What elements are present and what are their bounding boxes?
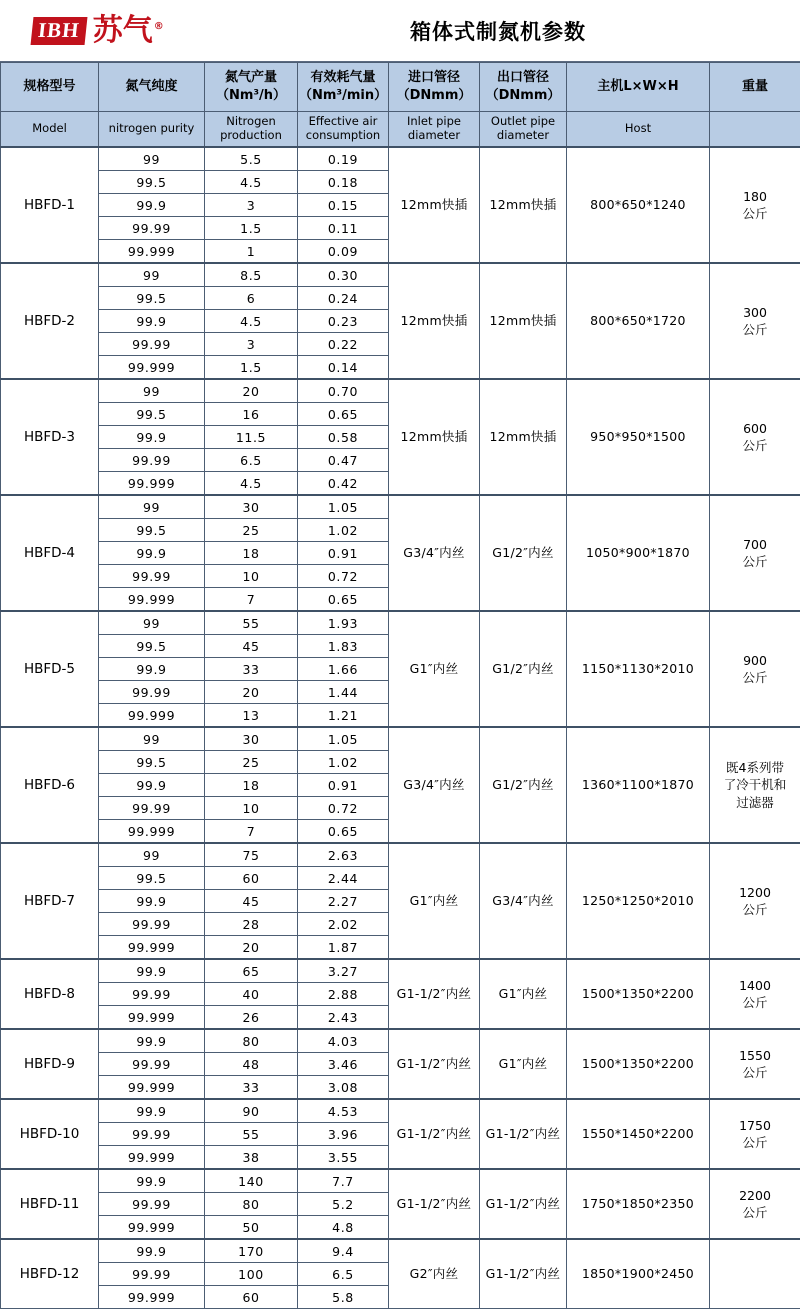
cell-air-consumption: 1.93	[298, 611, 389, 635]
cell-purity: 99.999	[99, 240, 205, 264]
th-production-cn: 氮气产量 （Nm³/h）	[205, 63, 298, 112]
cell-inlet-diameter: G1″内丝	[389, 843, 480, 959]
weight-line: 公斤	[742, 995, 767, 1010]
th-host-en: Host	[567, 112, 710, 148]
cell-weight	[710, 379, 800, 495]
cell-production: 33	[205, 1076, 298, 1100]
cell-air-consumption: 1.05	[298, 727, 389, 751]
cell-purity: 99.99	[99, 1263, 205, 1286]
weight-line: 既4系列带	[726, 760, 784, 775]
cell-purity: 99	[99, 263, 205, 287]
table-row	[1, 495, 800, 519]
cell-air-consumption: 0.58	[298, 426, 389, 449]
cell-purity: 99.999	[99, 820, 205, 844]
th-outlet-en: Outlet pipe diameter	[480, 112, 567, 148]
specification-table	[0, 62, 800, 1309]
weight-line: 900	[743, 653, 767, 668]
table-row	[1, 959, 800, 983]
cell-air-consumption: 0.47	[298, 449, 389, 472]
cell-production: 18	[205, 542, 298, 565]
cell-purity: 99	[99, 147, 205, 171]
cell-purity: 99.9	[99, 1169, 205, 1193]
cell-air-consumption: 3.46	[298, 1053, 389, 1076]
table-row	[1, 727, 800, 751]
cell-purity: 99.5	[99, 287, 205, 310]
cell-purity: 99.9	[99, 890, 205, 913]
weight-line: 公斤	[742, 1065, 767, 1080]
cell-purity: 99.999	[99, 936, 205, 960]
cell-air-consumption: 1.21	[298, 704, 389, 728]
cell-purity: 99.9	[99, 658, 205, 681]
cell-air-consumption: 1.05	[298, 495, 389, 519]
header-row-en	[1, 112, 800, 148]
cell-model: HBFD-9	[1, 1029, 99, 1099]
cell-model: HBFD-2	[1, 263, 99, 379]
table-row	[1, 843, 800, 867]
cell-model: HBFD-12	[1, 1239, 99, 1309]
weight-line: 了冷干机和	[724, 777, 787, 792]
cell-production: 6	[205, 287, 298, 310]
th-weight-cn: 重量	[710, 63, 800, 112]
cell-purity: 99.999	[99, 1286, 205, 1309]
cell-model: HBFD-7	[1, 843, 99, 959]
cell-inlet-diameter: 12mm快插	[389, 263, 480, 379]
cell-purity: 99.99	[99, 797, 205, 820]
cell-host-dimensions: 1050*900*1870	[567, 495, 710, 611]
cell-production: 28	[205, 913, 298, 936]
cell-production: 33	[205, 658, 298, 681]
cell-production: 4.5	[205, 472, 298, 496]
cell-air-consumption: 6.5	[298, 1263, 389, 1286]
cell-air-consumption: 2.88	[298, 983, 389, 1006]
cell-purity: 99.9	[99, 426, 205, 449]
th-weight-en	[710, 112, 800, 148]
weight-line: 公斤	[742, 670, 767, 685]
cell-outlet-diameter: G1″内丝	[480, 959, 567, 1029]
registered-trademark-icon: ®	[154, 21, 164, 32]
cell-purity: 99.5	[99, 751, 205, 774]
cell-weight	[710, 959, 800, 1029]
brand-name: 苏气®	[93, 16, 164, 46]
cell-purity: 99.99	[99, 217, 205, 240]
cell-outlet-diameter: G3/4″内丝	[480, 843, 567, 959]
cell-inlet-diameter: 12mm快插	[389, 147, 480, 263]
th-air-cn: 有效耗气量 （Nm³/min）	[298, 63, 389, 112]
weight-line: 公斤	[742, 554, 767, 569]
cell-air-consumption: 3.08	[298, 1076, 389, 1100]
cell-air-consumption: 1.02	[298, 519, 389, 542]
th-purity-en: nitrogen purity	[99, 112, 205, 148]
cell-air-consumption: 1.02	[298, 751, 389, 774]
cell-host-dimensions: 1150*1130*2010	[567, 611, 710, 727]
cell-purity: 99.5	[99, 171, 205, 194]
cell-purity: 99.5	[99, 403, 205, 426]
cell-production: 100	[205, 1263, 298, 1286]
cell-air-consumption: 0.91	[298, 542, 389, 565]
cell-host-dimensions: 800*650*1720	[567, 263, 710, 379]
cell-weight	[710, 843, 800, 959]
cell-production: 75	[205, 843, 298, 867]
cell-purity: 99.99	[99, 449, 205, 472]
weight-line: 公斤	[742, 206, 767, 221]
cell-inlet-diameter: 12mm快插	[389, 379, 480, 495]
cell-air-consumption: 0.22	[298, 333, 389, 356]
cell-production: 55	[205, 1123, 298, 1146]
cell-air-consumption: 0.11	[298, 217, 389, 240]
weight-line: 300	[743, 305, 767, 320]
weight-line: 180	[743, 189, 767, 204]
cell-purity: 99.999	[99, 1006, 205, 1030]
cell-outlet-diameter: G1-1/2″内丝	[480, 1099, 567, 1169]
cell-purity: 99.999	[99, 704, 205, 728]
cell-purity: 99.9	[99, 542, 205, 565]
cell-inlet-diameter: G1-1/2″内丝	[389, 1029, 480, 1099]
cell-outlet-diameter: G1/2″内丝	[480, 727, 567, 843]
weight-line: 过滤器	[736, 795, 774, 810]
cell-production: 20	[205, 379, 298, 403]
cell-production: 60	[205, 1286, 298, 1309]
cell-production: 16	[205, 403, 298, 426]
cell-air-consumption: 3.27	[298, 959, 389, 983]
th-outlet-cn: 出口管径 （DNmm）	[480, 63, 567, 112]
table-head	[1, 63, 800, 148]
cell-inlet-diameter: G1″内丝	[389, 611, 480, 727]
cell-purity: 99	[99, 843, 205, 867]
cell-weight	[710, 727, 800, 843]
th-production-en: Nitrogen production	[205, 112, 298, 148]
weight-line: 2200	[739, 1188, 771, 1203]
cell-production: 18	[205, 774, 298, 797]
header-row-cn	[1, 63, 800, 112]
cell-host-dimensions: 950*950*1500	[567, 379, 710, 495]
weight-line: 公斤	[742, 1135, 767, 1150]
table-row	[1, 147, 800, 171]
cell-production: 1	[205, 240, 298, 264]
cell-air-consumption: 0.24	[298, 287, 389, 310]
cell-host-dimensions: 1500*1350*2200	[567, 959, 710, 1029]
cell-purity: 99.999	[99, 1076, 205, 1100]
weight-line: 1550	[739, 1048, 771, 1063]
weight-line: 1400	[739, 978, 771, 993]
cell-inlet-diameter: G3/4″内丝	[389, 495, 480, 611]
cell-outlet-diameter: G1″内丝	[480, 1029, 567, 1099]
cell-purity: 99.9	[99, 774, 205, 797]
weight-line: 公斤	[742, 438, 767, 453]
cell-purity: 99.99	[99, 1193, 205, 1216]
cell-production: 80	[205, 1029, 298, 1053]
cell-purity: 99.9	[99, 1239, 205, 1263]
cell-air-consumption: 1.87	[298, 936, 389, 960]
cell-air-consumption: 0.72	[298, 797, 389, 820]
cell-air-consumption: 0.42	[298, 472, 389, 496]
cell-outlet-diameter: G1-1/2″内丝	[480, 1169, 567, 1239]
cell-purity: 99.99	[99, 983, 205, 1006]
table-row	[1, 263, 800, 287]
cell-air-consumption: 5.8	[298, 1286, 389, 1309]
cell-model: HBFD-1	[1, 147, 99, 263]
weight-line: 公斤	[742, 1205, 767, 1220]
cell-outlet-diameter: G1/2″内丝	[480, 611, 567, 727]
cell-purity: 99.5	[99, 635, 205, 658]
cell-production: 65	[205, 959, 298, 983]
th-host-cn: 主机L×W×H	[567, 63, 710, 112]
cell-purity: 99	[99, 727, 205, 751]
cell-air-consumption: 0.14	[298, 356, 389, 380]
cell-host-dimensions: 1250*1250*2010	[567, 843, 710, 959]
cell-weight	[710, 147, 800, 263]
cell-air-consumption: 2.02	[298, 913, 389, 936]
cell-outlet-diameter: G1-1/2″内丝	[480, 1239, 567, 1309]
cell-weight	[710, 611, 800, 727]
cell-air-consumption: 5.2	[298, 1193, 389, 1216]
th-model-en: Model	[1, 112, 99, 148]
cell-air-consumption: 4.03	[298, 1029, 389, 1053]
table-row	[1, 1099, 800, 1123]
cell-production: 30	[205, 495, 298, 519]
cell-production: 8.5	[205, 263, 298, 287]
cell-air-consumption: 7.7	[298, 1169, 389, 1193]
cell-purity: 99.999	[99, 588, 205, 612]
cell-production: 10	[205, 797, 298, 820]
table-row	[1, 1239, 800, 1263]
cell-weight	[710, 1239, 800, 1309]
cell-model: HBFD-5	[1, 611, 99, 727]
cell-weight	[710, 1029, 800, 1099]
cell-purity: 99.999	[99, 1146, 205, 1170]
weight-line: 公斤	[742, 902, 767, 917]
cell-air-consumption: 1.83	[298, 635, 389, 658]
page-title: 箱体式制氮机参数	[196, 16, 800, 46]
th-inlet-en: Inlet pipe diameter	[389, 112, 480, 148]
cell-purity: 99.999	[99, 1216, 205, 1240]
cell-air-consumption: 4.53	[298, 1099, 389, 1123]
cell-air-consumption: 0.72	[298, 565, 389, 588]
cell-air-consumption: 3.96	[298, 1123, 389, 1146]
cell-purity: 99.999	[99, 356, 205, 380]
cell-air-consumption: 2.43	[298, 1006, 389, 1030]
th-model-cn: 规格型号	[1, 63, 99, 112]
cell-outlet-diameter: G1/2″内丝	[480, 495, 567, 611]
cell-inlet-diameter: G2″内丝	[389, 1239, 480, 1309]
brand-logo	[0, 0, 196, 61]
cell-production: 30	[205, 727, 298, 751]
cell-host-dimensions: 1750*1850*2350	[567, 1169, 710, 1239]
cell-production: 26	[205, 1006, 298, 1030]
cell-purity: 99	[99, 379, 205, 403]
cell-model: HBFD-11	[1, 1169, 99, 1239]
cell-host-dimensions: 800*650*1240	[567, 147, 710, 263]
cell-model: HBFD-3	[1, 379, 99, 495]
cell-air-consumption: 2.27	[298, 890, 389, 913]
cell-production: 90	[205, 1099, 298, 1123]
cell-weight	[710, 263, 800, 379]
table-row	[1, 1029, 800, 1053]
cell-air-consumption: 0.15	[298, 194, 389, 217]
cell-purity: 99.9	[99, 1099, 205, 1123]
cell-air-consumption: 0.09	[298, 240, 389, 264]
cell-production: 45	[205, 635, 298, 658]
cell-production: 1.5	[205, 217, 298, 240]
table-row	[1, 611, 800, 635]
cell-production: 1.5	[205, 356, 298, 380]
cell-production: 60	[205, 867, 298, 890]
cell-production: 80	[205, 1193, 298, 1216]
cell-air-consumption: 0.70	[298, 379, 389, 403]
cell-production: 3	[205, 194, 298, 217]
cell-air-consumption: 9.4	[298, 1239, 389, 1263]
cell-production: 25	[205, 519, 298, 542]
cell-production: 7	[205, 588, 298, 612]
cell-purity: 99.9	[99, 1029, 205, 1053]
cell-production: 45	[205, 890, 298, 913]
cell-production: 20	[205, 936, 298, 960]
cell-purity: 99.5	[99, 519, 205, 542]
cell-host-dimensions: 1500*1350*2200	[567, 1029, 710, 1099]
cell-production: 140	[205, 1169, 298, 1193]
cell-production: 55	[205, 611, 298, 635]
weight-line: 公斤	[742, 322, 767, 337]
th-air-en: Effective air consumption	[298, 112, 389, 148]
cell-purity: 99.9	[99, 194, 205, 217]
cell-purity: 99.99	[99, 333, 205, 356]
cell-production: 13	[205, 704, 298, 728]
cell-purity: 99.99	[99, 913, 205, 936]
cell-model: HBFD-8	[1, 959, 99, 1029]
cell-production: 6.5	[205, 449, 298, 472]
cell-air-consumption: 1.44	[298, 681, 389, 704]
cell-air-consumption: 2.63	[298, 843, 389, 867]
cell-production: 5.5	[205, 147, 298, 171]
cell-production: 50	[205, 1216, 298, 1240]
cell-air-consumption: 4.8	[298, 1216, 389, 1240]
cell-inlet-diameter: G1-1/2″内丝	[389, 959, 480, 1029]
cell-production: 170	[205, 1239, 298, 1263]
table-row	[1, 379, 800, 403]
cell-host-dimensions: 1360*1100*1870	[567, 727, 710, 843]
cell-air-consumption: 0.19	[298, 147, 389, 171]
cell-host-dimensions: 1850*1900*2450	[567, 1239, 710, 1309]
cell-purity: 99.99	[99, 565, 205, 588]
cell-purity: 99.9	[99, 310, 205, 333]
cell-air-consumption: 0.23	[298, 310, 389, 333]
cell-inlet-diameter: G3/4″内丝	[389, 727, 480, 843]
cell-production: 40	[205, 983, 298, 1006]
table-body	[1, 147, 800, 1309]
cell-host-dimensions: 1550*1450*2200	[567, 1099, 710, 1169]
cell-inlet-diameter: G1-1/2″内丝	[389, 1169, 480, 1239]
table-row	[1, 1169, 800, 1193]
cell-air-consumption: 1.66	[298, 658, 389, 681]
cell-outlet-diameter: 12mm快插	[480, 263, 567, 379]
cell-air-consumption: 0.91	[298, 774, 389, 797]
th-purity-cn: 氮气纯度	[99, 63, 205, 112]
cell-outlet-diameter: 12mm快插	[480, 379, 567, 495]
cell-weight	[710, 495, 800, 611]
cell-purity: 99	[99, 495, 205, 519]
cell-purity: 99.99	[99, 1123, 205, 1146]
cell-purity: 99.999	[99, 472, 205, 496]
page-header	[0, 0, 800, 62]
cell-model: HBFD-6	[1, 727, 99, 843]
cell-model: HBFD-10	[1, 1099, 99, 1169]
weight-line: 700	[743, 537, 767, 552]
weight-line: 1200	[739, 885, 771, 900]
cell-production: 4.5	[205, 171, 298, 194]
cell-purity: 99.99	[99, 1053, 205, 1076]
weight-line: 1750	[739, 1118, 771, 1133]
cell-production: 48	[205, 1053, 298, 1076]
cell-air-consumption: 0.65	[298, 403, 389, 426]
logo-mark-icon: IBH	[31, 17, 87, 45]
cell-weight	[710, 1099, 800, 1169]
cell-purity: 99.99	[99, 681, 205, 704]
cell-production: 3	[205, 333, 298, 356]
cell-purity: 99	[99, 611, 205, 635]
cell-air-consumption: 0.18	[298, 171, 389, 194]
cell-outlet-diameter: 12mm快插	[480, 147, 567, 263]
cell-production: 38	[205, 1146, 298, 1170]
cell-production: 11.5	[205, 426, 298, 449]
cell-purity: 99.5	[99, 867, 205, 890]
cell-air-consumption: 2.44	[298, 867, 389, 890]
cell-production: 4.5	[205, 310, 298, 333]
cell-production: 10	[205, 565, 298, 588]
cell-air-consumption: 0.65	[298, 588, 389, 612]
cell-production: 7	[205, 820, 298, 844]
cell-air-consumption: 0.65	[298, 820, 389, 844]
cell-model: HBFD-4	[1, 495, 99, 611]
cell-purity: 99.9	[99, 959, 205, 983]
cell-air-consumption: 0.30	[298, 263, 389, 287]
cell-air-consumption: 3.55	[298, 1146, 389, 1170]
cell-production: 25	[205, 751, 298, 774]
weight-line: 600	[743, 421, 767, 436]
th-inlet-cn: 进口管径 （DNmm）	[389, 63, 480, 112]
cell-production: 20	[205, 681, 298, 704]
cell-inlet-diameter: G1-1/2″内丝	[389, 1099, 480, 1169]
cell-weight	[710, 1169, 800, 1239]
